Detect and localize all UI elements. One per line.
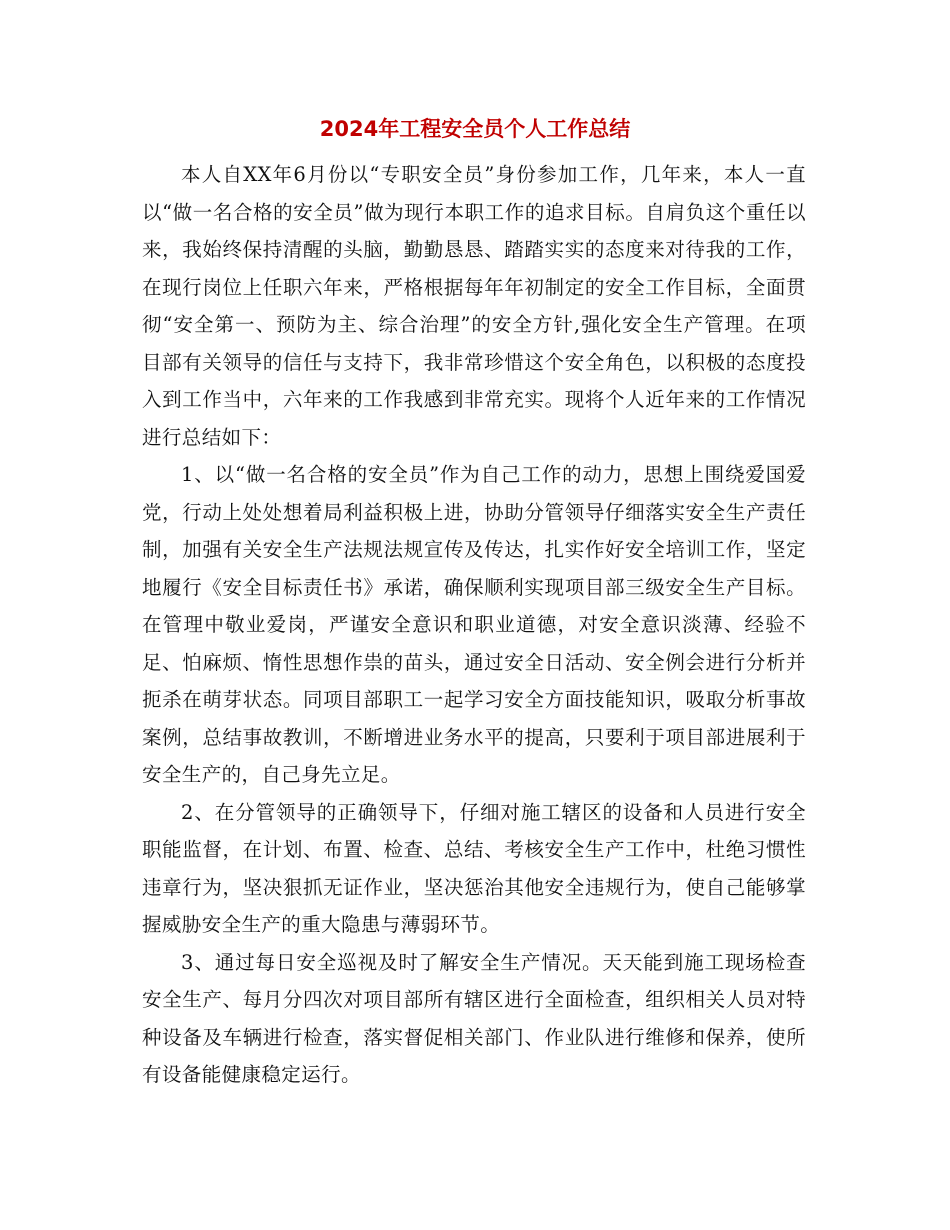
- document-body: [142, 156, 806, 1094]
- paragraph-item-1: 1、以“做一名合格的安全员”作为自己工作的动力，思想上围绕爱国爱党，行动上处处想着局利益积极上进，协助分管领导仔细落实安全生产责任制，加强有关安全生产法规法规宣传及传达，扎实作好安全培训工作，坚定地履行《安全目标责任书》承诺，确保顺利实现项目部三级安全生产目标。在管理中敬业爱岗，严谨安全意识和职业道德，对安全意识淡薄、经验不足、怕麻烦、惰性思想作祟的苗头，通过安全日活动、安全例会进行分析并扼杀在萌芽状态。同项目部职工一起学习安全方面技能知识，吸取分析事故案例，总结事故教训，不断增进业务水平的提高，只要利于项目部进展利于安全生产的，自己身先立足。: [142, 463, 806, 786]
- paragraph-item-2: 2、在分管领导的正确领导下，仔细对施工辖区的设备和人员进行安全职能监督，在计划、布置、检查、总结、考核安全生产工作中，杜绝习惯性违章行为，坚决狠抓无证作业，坚决惩治其他安全违规行为，使自己能够掌握威胁安全生产的重大隐患与薄弱环节。: [142, 800, 806, 936]
- paragraph-intro: 本人自XX年6月份以“专职安全员”身份参加工作，几年来，本人一直以“做一名合格的安全员”做为现行本职工作的追求目标。自肩负这个重任以来，我始终保持清醒的头脑，勤勤恳恳、踏踏实实的态度来对待我的工作，在现行岗位上任职六年来，严格根据每年年初制定的安全工作目标，全面贯彻“安全第一、预防为主、综合治理”的安全方针,强化安全生产管理。在项目部有关领导的信任与支持下，我非常珍惜这个安全角色，以积极的态度投入到工作当中，六年来的工作我感到非常充实。现将个人近年来的工作情况进行总结如下：: [142, 163, 806, 449]
- paragraph-item-3: 3、通过每日安全巡视及时了解安全生产情况。天天能到施工现场检查安全生产、每月分四次对项目部所有辖区进行全面检查，组织相关人员对特种设备及车辆进行检查，落实督促相关部门、作业队进行维修和保养，使所有设备能健康稳定运行。: [142, 950, 806, 1086]
- document-title: 2024年工程安全员个人工作总结: [319, 117, 631, 141]
